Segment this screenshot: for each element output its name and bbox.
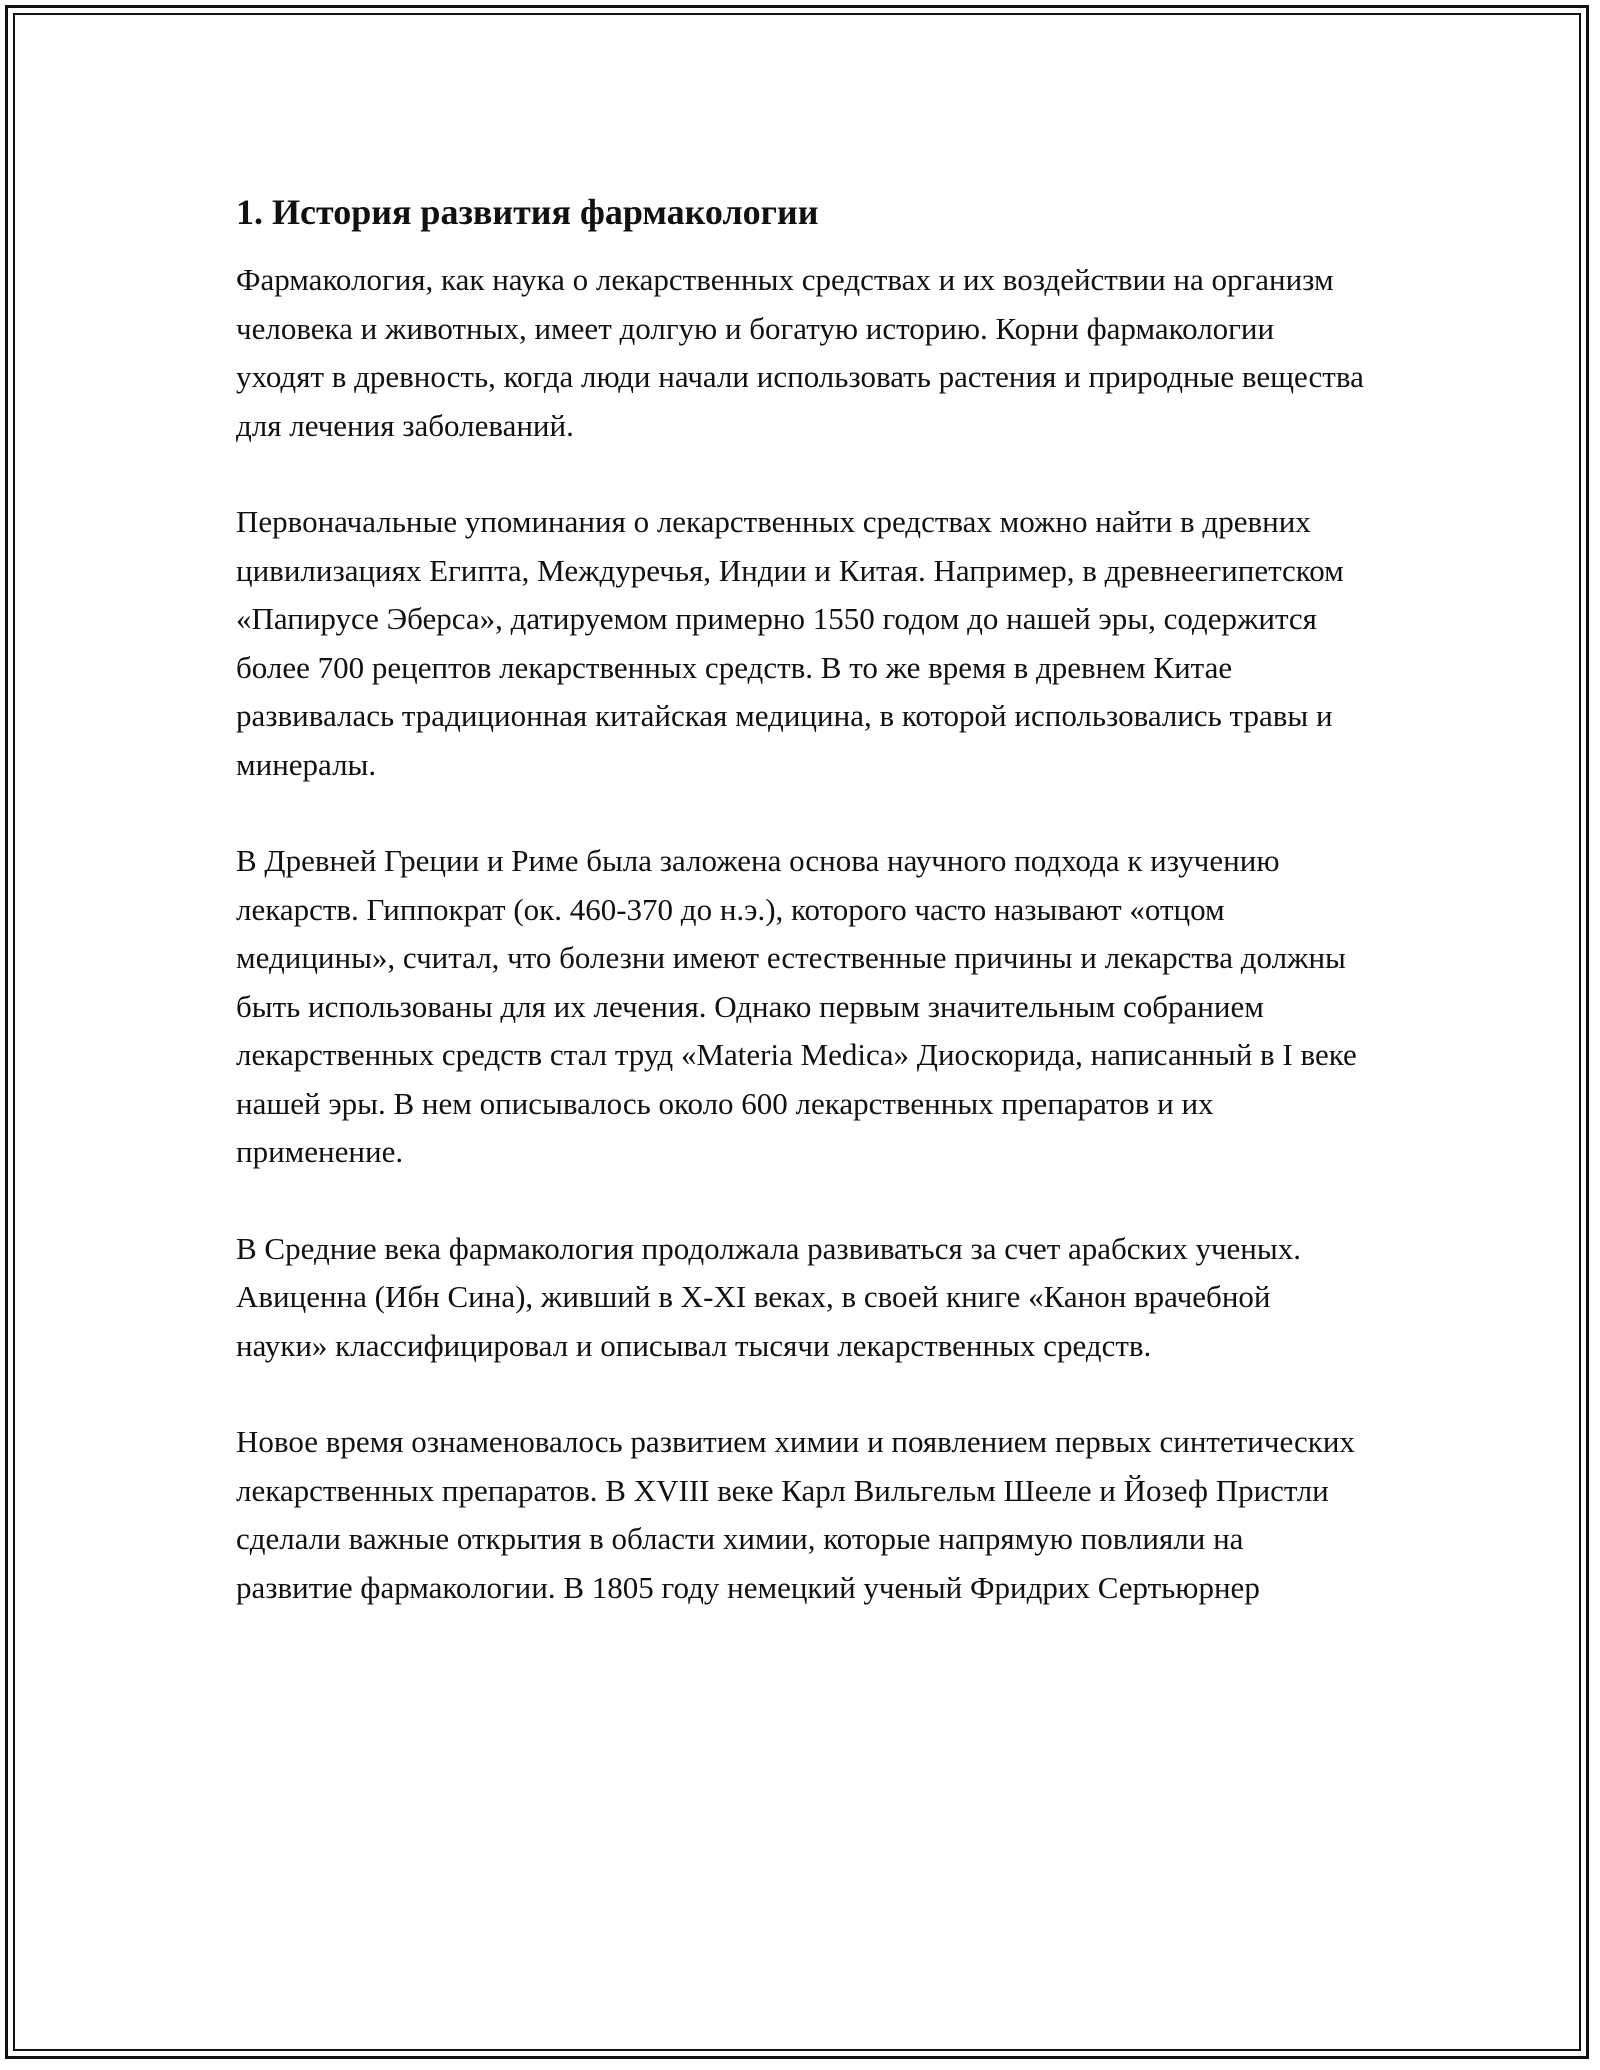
- document-body: [236, 186, 1366, 1612]
- section-heading: 1. История развития фармакологии: [236, 192, 819, 232]
- paragraph-intro: Фармакология, как наука о лекарственных средствах и их воздействии на организм человека и животных, имеет долгую и богатую историю. Корни фармакологии уходят в древность, когда люди начали использовать растения и природные вещества для лечения заболеваний.: [236, 262, 1364, 443]
- paragraph-ancient-civilizations: Первоначальные упоминания о лекарственных средствах можно найти в древних цивилизациях Египта, Междуречья, Индии и Китая. Например, в древнеегипетском «Папирусе Эберса», датируемом примерно 1550 годом до нашей эры, содержится более 700 рецептов лекарственных средств. В то же время в древнем Китае развивалась традиционная китайская медицина, в которой использовались травы и минералы.: [236, 504, 1344, 782]
- paragraph-modern-era: Новое время ознаменовалось развитием химии и появлением первых синтетических лекарственных препаратов. В XVIII веке Карл Вильгельм Шееле и Йозеф Пристли сделали важные открытия в области химии, которые напрямую повлияли на развитие фармакологии. В 1805 году немецкий ученый Фридрих Сертьюрнер: [236, 1424, 1355, 1605]
- paragraph-greece-rome: В Древней Греции и Риме была заложена основа научного подхода к изучению лекарств. Гиппократ (ок. 460-370 до н.э.), которого часто называют «отцом медицины», считал, что болезни имеют естественные причины и лекарства должны быть использованы для их лечения. Однако первым значительным собранием лекарственных средств стал труд «Materia Medica» Диоскорида, написанный в I веке нашей эры. В нем описывалось около 600 лекарственных препаратов и их применение.: [236, 843, 1357, 1169]
- paragraph-middle-ages: В Средние века фармакология продолжала развиваться за счет арабских ученых. Авиценна (Ибн Сина), живший в X-XI веках, в своей книге «Канон врачебной науки» классифицировал и описывал тысячи лекарственных средств.: [236, 1230, 1301, 1363]
